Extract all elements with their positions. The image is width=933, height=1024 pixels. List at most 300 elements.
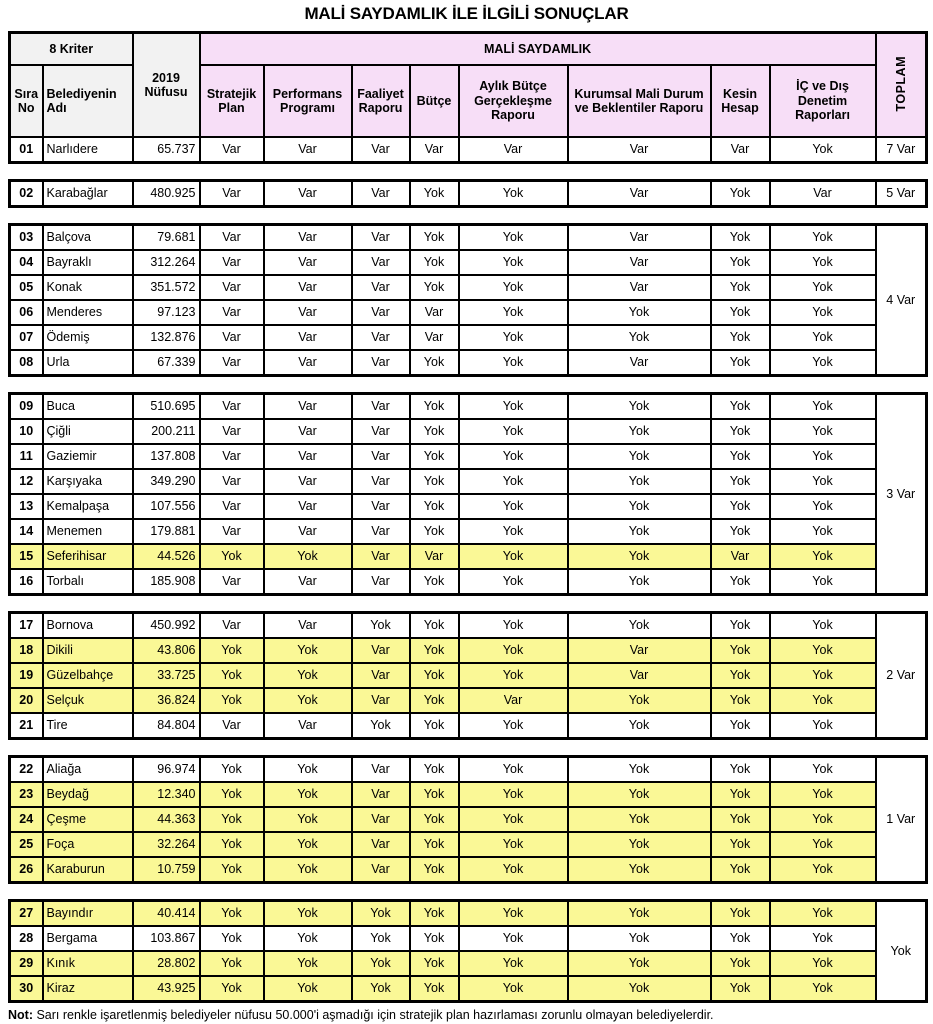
cell-criterion-value: Yok [770, 613, 876, 639]
cell-criterion-value: Yok [200, 782, 264, 807]
results-table-header-block [8, 31, 928, 164]
cell-criterion-value: Yok [568, 976, 711, 1002]
cell-criterion-value: Var [200, 275, 264, 300]
cell-criterion-value: Yok [770, 901, 876, 927]
cell-criterion-value: Yok [711, 300, 770, 325]
cell-criterion-value: Yok [410, 951, 459, 976]
table-row [10, 613, 927, 639]
cell-criterion-value: Yok [711, 857, 770, 883]
cell-criterion-value: Yok [568, 519, 711, 544]
cell-criterion-value: Yok [410, 225, 459, 251]
cell-sira-no: 20 [10, 688, 43, 713]
cell-criterion-value: Var [352, 544, 410, 569]
cell-sira-no: 30 [10, 976, 43, 1002]
cell-criterion-value: Yok [459, 181, 568, 207]
cell-criterion-value: Var [264, 494, 352, 519]
table-row [10, 807, 927, 832]
cell-nufus: 43.925 [133, 976, 200, 1002]
cell-criterion-value: Yok [200, 638, 264, 663]
cell-criterion-value: Yok [459, 275, 568, 300]
cell-criterion-value: Yok [410, 394, 459, 420]
cell-criterion-value: Yok [352, 713, 410, 739]
table-row [10, 137, 927, 163]
cell-criterion-value: Yok [770, 782, 876, 807]
cell-criterion-value: Yok [352, 926, 410, 951]
cell-criterion-value: Yok [568, 857, 711, 883]
cell-criterion-value: Yok [568, 300, 711, 325]
cell-criterion-value: Var [352, 569, 410, 595]
cell-criterion-value: Var [264, 225, 352, 251]
cell-criterion-value: Yok [264, 901, 352, 927]
cell-criterion-value: Yok [410, 757, 459, 783]
table-row [10, 688, 927, 713]
cell-group-total: 3 Var [876, 394, 927, 595]
cell-belediye-adi: Tire [43, 713, 133, 739]
cell-criterion-value: Yok [568, 688, 711, 713]
cell-belediye-adi: Dikili [43, 638, 133, 663]
cell-sira-no: 16 [10, 569, 43, 595]
group-body-3 [10, 394, 927, 595]
header-cell-faaliyet-raporu: Faaliyet Raporu [352, 65, 410, 137]
table-row [10, 394, 927, 420]
cell-criterion-value: Var [459, 688, 568, 713]
cell-criterion-value: Yok [410, 569, 459, 595]
cell-criterion-value: Var [410, 325, 459, 350]
cell-nufus: 137.808 [133, 444, 200, 469]
cell-group-total: 5 Var [876, 181, 927, 207]
cell-criterion-value: Yok [711, 663, 770, 688]
cell-criterion-value: Yok [459, 394, 568, 420]
cell-criterion-value: Yok [568, 325, 711, 350]
cell-criterion-value: Var [459, 137, 568, 163]
header-cell-mali-saydamlik: MALİ SAYDAMLIK [200, 33, 876, 66]
cell-belediye-adi: Beydağ [43, 782, 133, 807]
header-cell-8-kriter: 8 Kriter [10, 33, 133, 66]
cell-criterion-value: Var [264, 137, 352, 163]
cell-criterion-value: Yok [711, 350, 770, 376]
header-cell-kesin-hesap: Kesin Hesap [711, 65, 770, 137]
table-row [10, 444, 927, 469]
group-body-1 [10, 181, 927, 207]
cell-criterion-value: Yok [711, 181, 770, 207]
cell-criterion-value: Yok [770, 394, 876, 420]
cell-criterion-value: Var [352, 663, 410, 688]
cell-criterion-value: Yok [459, 976, 568, 1002]
cell-criterion-value: Var [352, 688, 410, 713]
cell-criterion-value: Yok [711, 494, 770, 519]
cell-criterion-value: Var [200, 419, 264, 444]
cell-nufus: 12.340 [133, 782, 200, 807]
cell-criterion-value: Yok [200, 663, 264, 688]
cell-criterion-value: Yok [410, 519, 459, 544]
cell-sira-no: 26 [10, 857, 43, 883]
cell-criterion-value: Yok [352, 613, 410, 639]
cell-sira-no: 21 [10, 713, 43, 739]
cell-belediye-adi: Bayındır [43, 901, 133, 927]
cell-belediye-adi: Seferihisar [43, 544, 133, 569]
cell-criterion-value: Yok [410, 807, 459, 832]
cell-criterion-value: Var [200, 469, 264, 494]
cell-criterion-value: Var [568, 250, 711, 275]
cell-nufus: 67.339 [133, 350, 200, 376]
cell-criterion-value: Yok [568, 494, 711, 519]
cell-sira-no: 07 [10, 325, 43, 350]
table-row [10, 225, 927, 251]
cell-belediye-adi: Selçuk [43, 688, 133, 713]
cell-belediye-adi: Çiğli [43, 419, 133, 444]
cell-sira-no: 23 [10, 782, 43, 807]
footnote-label: Not: [8, 1008, 33, 1022]
table-row [10, 494, 927, 519]
cell-belediye-adi: Torbalı [43, 569, 133, 595]
cell-criterion-value: Yok [770, 325, 876, 350]
cell-nufus: 185.908 [133, 569, 200, 595]
header-cell-belediyenin-adi: Belediyenin Adı [43, 65, 133, 137]
footnote-text: Sarı renkle işaretlenmiş belediyeler nüfusu 50.000'i aşmadığı için stratejik plan hazırlaması zorunlu olmayan belediyelerdir. [33, 1008, 714, 1022]
cell-criterion-value: Yok [410, 613, 459, 639]
cell-criterion-value: Var [352, 275, 410, 300]
cell-criterion-value: Yok [200, 544, 264, 569]
table-row [10, 181, 927, 207]
cell-criterion-value: Yok [711, 394, 770, 420]
cell-criterion-value: Yok [352, 976, 410, 1002]
results-table-group-1 [8, 179, 928, 208]
header-cell-toplam [876, 33, 927, 138]
cell-criterion-value: Var [568, 225, 711, 251]
cell-sira-no: 14 [10, 519, 43, 544]
cell-belediye-adi: Karaburun [43, 857, 133, 883]
cell-criterion-value: Yok [770, 250, 876, 275]
cell-criterion-value: Yok [459, 807, 568, 832]
cell-criterion-value: Yok [711, 976, 770, 1002]
cell-criterion-value: Yok [410, 713, 459, 739]
cell-nufus: 132.876 [133, 325, 200, 350]
cell-belediye-adi: Kınık [43, 951, 133, 976]
cell-nufus: 84.804 [133, 713, 200, 739]
cell-nufus: 32.264 [133, 832, 200, 857]
cell-criterion-value: Yok [264, 857, 352, 883]
cell-criterion-value: Yok [568, 951, 711, 976]
table-row [10, 419, 927, 444]
cell-criterion-value: Var [264, 350, 352, 376]
cell-criterion-value: Var [264, 613, 352, 639]
toplam-vertical-label: TOPLAM [893, 55, 908, 112]
cell-belediye-adi: Menderes [43, 300, 133, 325]
cell-criterion-value: Var [200, 300, 264, 325]
cell-criterion-value: Yok [770, 663, 876, 688]
cell-group-total: 7 Var [876, 137, 927, 163]
table-row [10, 469, 927, 494]
cell-criterion-value: Yok [410, 250, 459, 275]
cell-group-total: 1 Var [876, 757, 927, 883]
cell-belediye-adi: Karşıyaka [43, 469, 133, 494]
group-body-6 [10, 901, 927, 1002]
cell-criterion-value: Yok [770, 469, 876, 494]
cell-criterion-value: Yok [711, 469, 770, 494]
cell-belediye-adi: Buca [43, 394, 133, 420]
header-cell-stratejik-plan: Stratejik Plan [200, 65, 264, 137]
cell-criterion-value: Yok [410, 782, 459, 807]
cell-sira-no: 02 [10, 181, 43, 207]
cell-criterion-value: Yok [770, 494, 876, 519]
results-table-group-5 [8, 755, 928, 884]
cell-criterion-value: Yok [770, 688, 876, 713]
cell-criterion-value: Yok [410, 832, 459, 857]
cell-criterion-value: Var [200, 394, 264, 420]
cell-nufus: 179.881 [133, 519, 200, 544]
cell-criterion-value: Yok [568, 757, 711, 783]
cell-criterion-value: Yok [568, 782, 711, 807]
cell-belediye-adi: Urla [43, 350, 133, 376]
cell-nufus: 79.681 [133, 225, 200, 251]
cell-criterion-value: Var [264, 181, 352, 207]
cell-sira-no: 27 [10, 901, 43, 927]
cell-belediye-adi: Bayraklı [43, 250, 133, 275]
cell-criterion-value: Var [352, 137, 410, 163]
table-row [10, 250, 927, 275]
cell-sira-no: 12 [10, 469, 43, 494]
results-table-group-3 [8, 392, 928, 596]
cell-criterion-value: Yok [711, 713, 770, 739]
cell-sira-no: 04 [10, 250, 43, 275]
cell-criterion-value: Yok [410, 181, 459, 207]
cell-criterion-value: Yok [711, 688, 770, 713]
cell-belediye-adi: Konak [43, 275, 133, 300]
cell-criterion-value: Var [352, 638, 410, 663]
cell-criterion-value: Yok [410, 275, 459, 300]
cell-criterion-value: Var [352, 519, 410, 544]
cell-criterion-value: Yok [410, 976, 459, 1002]
cell-criterion-value: Var [352, 394, 410, 420]
cell-criterion-value: Yok [459, 757, 568, 783]
cell-criterion-value: Yok [410, 926, 459, 951]
cell-nufus: 107.556 [133, 494, 200, 519]
cell-criterion-value: Yok [459, 857, 568, 883]
table-row [10, 325, 927, 350]
cell-criterion-value: Yok [459, 325, 568, 350]
cell-nufus: 28.802 [133, 951, 200, 976]
cell-nufus: 44.526 [133, 544, 200, 569]
cell-criterion-value: Var [352, 225, 410, 251]
cell-criterion-value: Yok [711, 926, 770, 951]
cell-criterion-value: Var [352, 300, 410, 325]
cell-criterion-value: Yok [264, 926, 352, 951]
cell-criterion-value: Yok [410, 901, 459, 927]
cell-criterion-value: Var [352, 757, 410, 783]
cell-criterion-value: Yok [264, 544, 352, 569]
header-cell-2019-nufusu: 2019 Nüfusu [133, 33, 200, 138]
header-cell-butce: Bütçe [410, 65, 459, 137]
cell-criterion-value: Yok [410, 444, 459, 469]
cell-criterion-value: Var [264, 519, 352, 544]
table-row [10, 544, 927, 569]
cell-criterion-value: Yok [459, 225, 568, 251]
cell-criterion-value: Yok [410, 350, 459, 376]
table-row [10, 832, 927, 857]
cell-criterion-value: Yok [410, 494, 459, 519]
cell-criterion-value: Yok [264, 782, 352, 807]
cell-nufus: 96.974 [133, 757, 200, 783]
cell-criterion-value: Yok [770, 544, 876, 569]
cell-group-total: Yok [876, 901, 927, 1002]
cell-group-total: 4 Var [876, 225, 927, 376]
cell-criterion-value: Var [200, 494, 264, 519]
cell-criterion-value: Yok [459, 663, 568, 688]
cell-criterion-value: Yok [568, 713, 711, 739]
cell-criterion-value: Var [568, 275, 711, 300]
cell-sira-no: 17 [10, 613, 43, 639]
table-row [10, 857, 927, 883]
cell-criterion-value: Yok [200, 832, 264, 857]
cell-criterion-value: Yok [410, 663, 459, 688]
cell-criterion-value: Var [200, 325, 264, 350]
cell-nufus: 103.867 [133, 926, 200, 951]
cell-criterion-value: Yok [770, 444, 876, 469]
cell-sira-no: 06 [10, 300, 43, 325]
cell-criterion-value: Yok [410, 857, 459, 883]
cell-sira-no: 19 [10, 663, 43, 688]
cell-criterion-value: Yok [410, 419, 459, 444]
cell-criterion-value: Yok [770, 757, 876, 783]
cell-criterion-value: Yok [711, 419, 770, 444]
cell-criterion-value: Yok [352, 901, 410, 927]
results-table-group-6 [8, 899, 928, 1003]
table-row [10, 951, 927, 976]
header-cell-sira-no: Sıra No [10, 65, 43, 137]
cell-criterion-value: Var [568, 137, 711, 163]
cell-nufus: 510.695 [133, 394, 200, 420]
cell-criterion-value: Var [352, 832, 410, 857]
table-row [10, 275, 927, 300]
table-row [10, 519, 927, 544]
cell-criterion-value: Yok [711, 225, 770, 251]
cell-criterion-value: Yok [711, 569, 770, 595]
cell-criterion-value: Yok [711, 325, 770, 350]
table-row [10, 569, 927, 595]
cell-criterion-value: Yok [200, 901, 264, 927]
table-row [10, 713, 927, 739]
cell-criterion-value: Var [352, 444, 410, 469]
table-row [10, 663, 927, 688]
cell-nufus: 97.123 [133, 300, 200, 325]
cell-criterion-value: Var [352, 350, 410, 376]
cell-criterion-value: Var [568, 350, 711, 376]
cell-criterion-value: Yok [264, 757, 352, 783]
table-row [10, 350, 927, 376]
cell-criterion-value: Yok [264, 663, 352, 688]
cell-criterion-value: Yok [568, 444, 711, 469]
cell-belediye-adi: Bergama [43, 926, 133, 951]
cell-criterion-value: Yok [200, 976, 264, 1002]
group-body-2 [10, 225, 927, 376]
cell-criterion-value: Yok [568, 469, 711, 494]
cell-criterion-value: Yok [711, 807, 770, 832]
cell-criterion-value: Yok [770, 976, 876, 1002]
cell-criterion-value: Yok [770, 275, 876, 300]
cell-nufus: 40.414 [133, 901, 200, 927]
cell-criterion-value: Yok [770, 419, 876, 444]
cell-criterion-value: Yok [770, 300, 876, 325]
cell-criterion-value: Var [200, 350, 264, 376]
cell-criterion-value: Yok [459, 519, 568, 544]
cell-criterion-value: Var [711, 544, 770, 569]
header-cell-ic-dis-denetim: İÇ ve Dış Denetim Raporları [770, 65, 876, 137]
cell-nufus: 351.572 [133, 275, 200, 300]
cell-criterion-value: Yok [459, 250, 568, 275]
cell-criterion-value: Yok [264, 638, 352, 663]
cell-criterion-value: Var [352, 857, 410, 883]
cell-criterion-value: Var [264, 300, 352, 325]
cell-criterion-value: Yok [200, 807, 264, 832]
cell-criterion-value: Yok [568, 901, 711, 927]
cell-criterion-value: Var [264, 569, 352, 595]
cell-criterion-value: Var [352, 250, 410, 275]
cell-group-total: 2 Var [876, 613, 927, 739]
cell-nufus: 44.363 [133, 807, 200, 832]
cell-criterion-value: Var [264, 713, 352, 739]
cell-sira-no: 29 [10, 951, 43, 976]
cell-nufus: 36.824 [133, 688, 200, 713]
cell-criterion-value: Var [264, 250, 352, 275]
cell-sira-no: 25 [10, 832, 43, 857]
cell-sira-no: 08 [10, 350, 43, 376]
cell-criterion-value: Yok [770, 857, 876, 883]
results-table-group-4 [8, 611, 928, 740]
cell-belediye-adi: Kiraz [43, 976, 133, 1002]
cell-nufus: 43.806 [133, 638, 200, 663]
cell-belediye-adi: Aliağa [43, 757, 133, 783]
cell-sira-no: 15 [10, 544, 43, 569]
cell-sira-no: 11 [10, 444, 43, 469]
cell-nufus: 349.290 [133, 469, 200, 494]
cell-criterion-value: Yok [459, 832, 568, 857]
group-body-5 [10, 757, 927, 883]
cell-criterion-value: Yok [770, 225, 876, 251]
header-cell-performans-programi: Performans Programı [264, 65, 352, 137]
cell-criterion-value: Var [352, 494, 410, 519]
cell-criterion-value: Yok [459, 613, 568, 639]
cell-criterion-value: Yok [711, 757, 770, 783]
cell-criterion-value: Yok [568, 807, 711, 832]
cell-criterion-value: Yok [568, 569, 711, 595]
cell-belediye-adi: Narlıdere [43, 137, 133, 163]
cell-criterion-value: Var [352, 782, 410, 807]
cell-criterion-value: Var [264, 325, 352, 350]
cell-criterion-value: Yok [459, 713, 568, 739]
cell-criterion-value: Yok [770, 951, 876, 976]
cell-criterion-value: Yok [459, 926, 568, 951]
cell-criterion-value: Yok [711, 250, 770, 275]
cell-criterion-value: Var [264, 394, 352, 420]
cell-belediye-adi: Karabağlar [43, 181, 133, 207]
cell-criterion-value: Var [200, 519, 264, 544]
cell-nufus: 33.725 [133, 663, 200, 688]
cell-criterion-value: Yok [459, 569, 568, 595]
cell-criterion-value: Yok [459, 419, 568, 444]
cell-belediye-adi: Gaziemir [43, 444, 133, 469]
cell-belediye-adi: Çeşme [43, 807, 133, 832]
cell-belediye-adi: Foça [43, 832, 133, 857]
cell-criterion-value: Yok [410, 688, 459, 713]
cell-criterion-value: Yok [459, 951, 568, 976]
cell-criterion-value: Yok [264, 976, 352, 1002]
cell-criterion-value: Var [770, 181, 876, 207]
cell-criterion-value: Yok [770, 713, 876, 739]
cell-criterion-value: Yok [770, 926, 876, 951]
cell-criterion-value: Var [568, 181, 711, 207]
cell-criterion-value: Var [200, 444, 264, 469]
cell-criterion-value: Yok [200, 757, 264, 783]
